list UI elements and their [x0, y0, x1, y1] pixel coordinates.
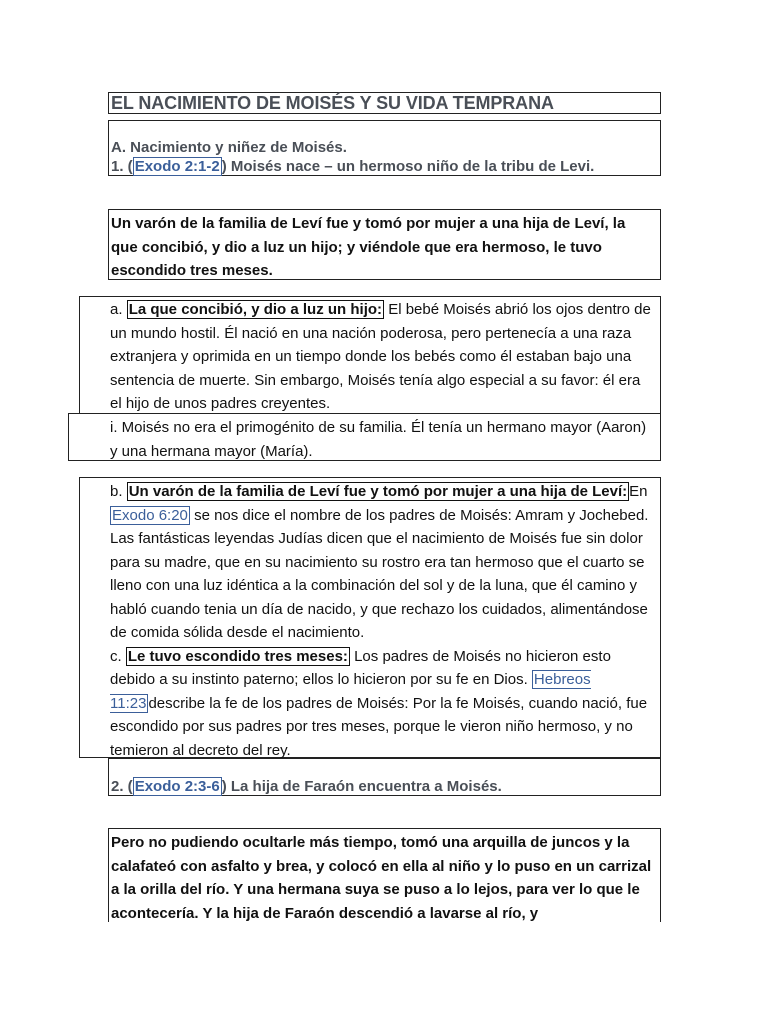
point-b-c-box — [79, 477, 661, 758]
page-title: EL NACIMIENTO DE MOISÉS Y SU VIDA TEMPRANA — [111, 93, 554, 113]
item-1-prefix: 1. ( — [111, 158, 133, 175]
hebreos-11-23-link[interactable]: Hebreos 11:23 — [110, 671, 591, 712]
item-2-prefix: 2. ( — [111, 778, 133, 795]
section-a-item-1 — [109, 157, 660, 176]
quote-2-box — [108, 828, 661, 922]
title-box — [108, 92, 661, 114]
point-a-text: El bebé Moisés abrió los ojos dentro de un mundo hostil. Él nació en una nación poderosa, pero pertenecía a una raza extranjera y oprimida en un tiempo donde los bebés como él estaban bajo una sentencia de muerte. Sin embargo, Moisés tenía algo especial a su favor: él era el hijo de unos padres creyentes. — [110, 301, 651, 412]
point-b-marker: b. — [110, 483, 127, 500]
quote-2-text: Pero no pudiendo ocultarle más tiempo, tomó una arquilla de juncos y la calafateó con asfalto y brea, y colocó en ella al niño y lo puso en un carrizal a la orilla del río. Y una hermana suya se puso a lo lejos, para ver lo que le acontecería. Y la hija de Faraón descendió a lavarse al río, y — [111, 834, 652, 922]
exodo-2-1-2-link[interactable]: Exodo 2:1-2 — [134, 158, 220, 175]
point-b-paragraph — [110, 480, 656, 645]
point-b-text: se nos dice el nombre de los padres de Moisés: Amram y Jochebed. Las fantásticas leyendas Judías dicen que el nacimiento de Moisés fue sin dolor para su madre, que en su nacimiento su rostro era tan hermoso que el cuarto se lleno con una luz idéntica a la combinación del sol y de la luna, que él camino y habló cuando tenia un día de nacido, y que rechazo los cuidados, alimentándose de comida sólida desde el nacimiento. — [110, 506, 649, 641]
point-c-marker: c. — [110, 647, 126, 665]
quote-1-text: Un varón de la familia de Leví fue y tomó por mujer a una hija de Leví, la que concibió, y dio a luz un hijo; y viéndole que era hermoso, le tuvo escondido tres meses. — [111, 215, 626, 279]
point-i-text: i. Moisés no era el primogénito de su familia. Él tenía un hermano mayor (Aaron) y una hermana mayor (María). — [110, 419, 647, 460]
item-1-text: ) Moisés nace – un hermoso niño de la tribu de Levi. — [221, 158, 595, 175]
point-a-label: La que concibió, y dio a luz un hijo: — [128, 301, 383, 318]
point-i-box — [68, 413, 661, 461]
item-2-text: ) La hija de Faraón encuentra a Moisés. — [221, 778, 502, 795]
point-c-paragraph — [110, 645, 656, 763]
exodo-2-3-6-link[interactable]: Exodo 2:3-6 — [134, 778, 220, 795]
point-c-text-after-ref: describe la fe de los padres de Moisés: Por la fe Moisés, cuando nació, fue escondido por sus padres por tres meses, porque le vieron niño hermoso, y no temieron al decreto del rey. — [110, 694, 648, 759]
point-b-label: Un varón de la familia de Leví fue y tomó por mujer a una hija de Leví: — [128, 483, 628, 500]
point-a-marker: a. — [110, 301, 127, 318]
point-c-label: Le tuvo escondido tres meses: — [127, 647, 348, 665]
item-2-box — [108, 758, 661, 796]
point-b-pre-ref: En — [629, 483, 648, 500]
exodo-6-20-link[interactable]: Exodo 6:20 — [112, 506, 188, 524]
point-a-paragraph — [110, 298, 656, 416]
point-c-text: Los padres de Moisés no hicieron esto debido a su instinto paterno; ellos lo hicieron por su fe en Dios. — [110, 647, 611, 688]
section-a-box — [108, 120, 661, 176]
section-a-heading: A. Nacimiento y niñez de Moisés. — [111, 139, 347, 156]
item-2-heading — [109, 777, 660, 796]
quote-1-box — [108, 209, 661, 280]
point-a-box — [79, 296, 661, 414]
